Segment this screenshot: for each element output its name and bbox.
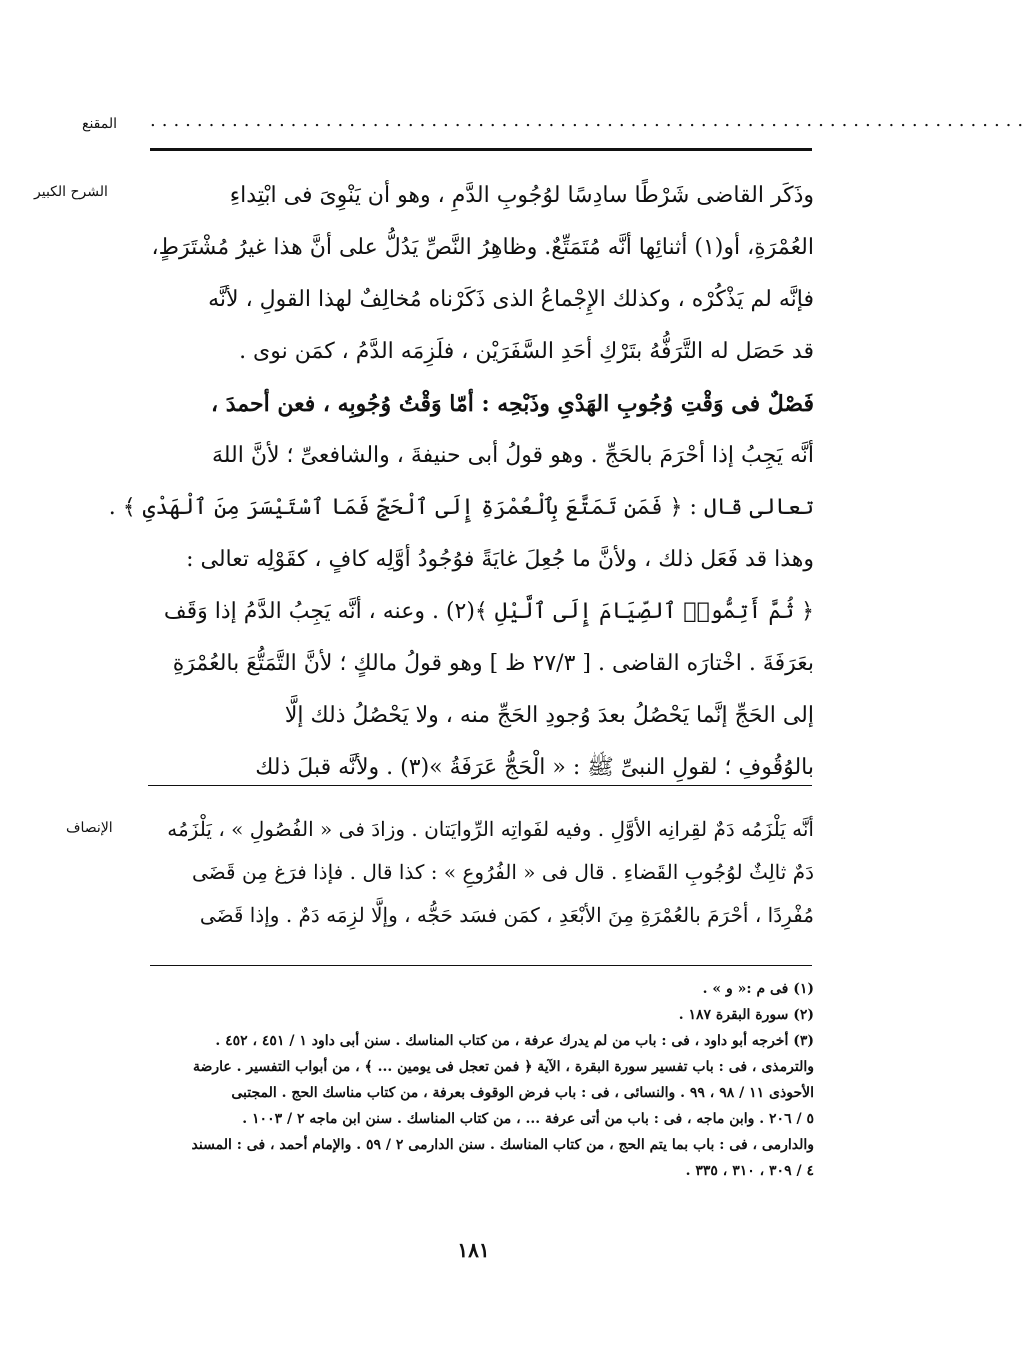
- side-label-main: الشرح الكبير: [34, 184, 108, 200]
- footnote-line: (١) فى م :« و » .: [702, 981, 814, 997]
- page-number: ١٨١: [457, 1238, 490, 1262]
- side-label-insaf: الإنصاف: [66, 820, 113, 836]
- footnote-line: الأحوذى ١١ / ٩٨ ، ٩٩ . والنسائى ، فى : باب فرض الوقوف بعرفة ، من كتاب مناسك الحج . المجتبى: [231, 1085, 814, 1101]
- main-line: تعالى قال : ﴿ فَمَن تَمَتَّعَ بِٱلْعُمْرَةِ إِلَى ٱلْحَجِّ فَمَا ٱسْتَيْسَرَ مِنَ ٱلْهَدْىِ ﴾ .: [108, 495, 814, 520]
- footnote-line: ٤ / ٣٠٩ ، ٣١٠ ، ٣٣٥ .: [685, 1163, 814, 1179]
- footnote-line: (٢) سورة البقرة ١٨٧ .: [678, 1007, 814, 1023]
- main-line: وذَكَر القاضى شَرْطًا سادِسًا لوُجُوبِ الدَّمِ ، وهو أن يَنْوِىَ فى ابْتِداءِ: [229, 183, 814, 208]
- footnote-line: والترمذى ، فى : باب تفسير سورة البقرة ، الآية ﴿ فمن تعجل فى يومين ... ﴾ ، من أبواب التفسير . عارضة: [192, 1059, 814, 1075]
- main-line: بعَرَفَةَ . اخْتارَه القاضى . [ ٢٧/٣ ظ ] وهو قولُ مالكٍ ؛ لأنَّ التَّمَتُّعَ بالعُمْرَةِ: [172, 651, 814, 676]
- footnote-line: (٣) أخرجه أبو داود ، فى : باب من لم يدرك عرفة ، من كتاب المناسك . سنن أبى داود ١ / ٤٥١ ، ٤٥٢ .: [215, 1033, 814, 1049]
- insaf-line: دَمٌ ثالِثٌ لوُجُوبِ القَضاءِ . قال فى « الفُرُوعِ » : كذا قال . فإذا فرَغ مِن قَضَى: [192, 860, 814, 884]
- insaf-line: أنَّه يَلْزَمُه دَمٌ لقِرانِه الأوَّلِ . وفيه لفَواتِه الرِّوايَتان . وزادَ فى « الفُصُولِ » ، يَلْزَمُه: [167, 817, 814, 841]
- footnote-line: ٥ / ٢٠٦ . وابن ماجه ، فى : باب من أتى عرفة ... ، من كتاب المناسك . سنن ابن ماجه ٢ / ١٠٠٣ .: [242, 1111, 814, 1127]
- section-heading-line: فَصْلٌ فى وَقْتِ وُجُوبِ الهَدْىِ وذَبْحِه : أمّا وَقْتُ وُجُوبِه ، فعن أحمدَ ،: [210, 391, 814, 417]
- running-header-title: المقنع: [82, 116, 118, 132]
- running-header-dots: ...........................................................................: [150, 110, 1029, 131]
- main-line: أنَّه يَجِبُ إذا أحْرَمَ بالحَجِّ . وهو قولُ أبى حنيفةَ ، والشافعىِّ ؛ لأنَّ اللهَ: [211, 443, 814, 468]
- main-commentary: [108, 170, 814, 794]
- main-line: قد حَصَل له التَّرَفُّهُ بتَرْكِ أحَدِ السَّفَرَيْن ، فلَزِمَه الدَّمُ ، كمَن نوى .: [239, 339, 814, 364]
- main-line: بالوُقُوفِ ؛ لقولِ النبىِّ ﷺ : « الْحَجُّ عَرَفَةُ »(٣) . ولأنَّه قبلَ ذلك: [255, 755, 814, 780]
- footnote-divider: [150, 965, 812, 966]
- footnote-line: والدارمى ، فى : باب بما يتم الحج ، من كتاب المناسك . سنن الدارمى ٢ / ٥٩ . والإمام أحمد ، فى : المسند: [191, 1137, 814, 1153]
- main-line: العُمْرَةِ، أو(١) أثنائِها أنَّه مُتَمَتِّعٌ. وظاهِرُ النَّصِّ يَدُلُّ على أنَّ هذا غيرُ مُشْتَرَطٍ،: [151, 235, 814, 260]
- main-line: وهذا قد فَعَل ذلك ، ولأنَّ ما جُعِلَ غايَةً فوُجُودُ أوَّلِه كافٍ ، كقَوْلِه تعالى :: [186, 547, 814, 572]
- header-rule: [150, 148, 812, 151]
- section-divider: [148, 785, 812, 786]
- insaf-line: مُفْرِدًا ، أحْرَمَ بالعُمْرَةِ مِنَ الأبْعَدِ ، كمَن فسَد حَجُّه ، وإلَّا لزِمَه دَمٌ . وإذا قَضَى: [199, 903, 814, 927]
- main-line: فإنَّه لم يَذْكُرْه ، وكذلك الإِجْماعُ الذى ذَكَرْناه مُخالِفٌ لهذا القولِ ، لأنَّه: [208, 287, 814, 312]
- main-line: ﴿ ثُمَّ أَتِمُّوا۟ ٱلصِّيَامَ إِلَى ٱلَّيْلِ ﴾(٢) . وعنه ، أنَّه يَجِبُ الدَّمُ إذا وَقَف: [163, 599, 814, 624]
- footnotes: [150, 976, 814, 1184]
- insaf-commentary: [150, 808, 814, 937]
- main-line: إلى الحَجِّ إنَّما يَحْصُلُ بعدَ وُجودِ الحَجِّ منه ، ولا يَحْصُلُ ذلك إلَّا: [284, 703, 814, 728]
